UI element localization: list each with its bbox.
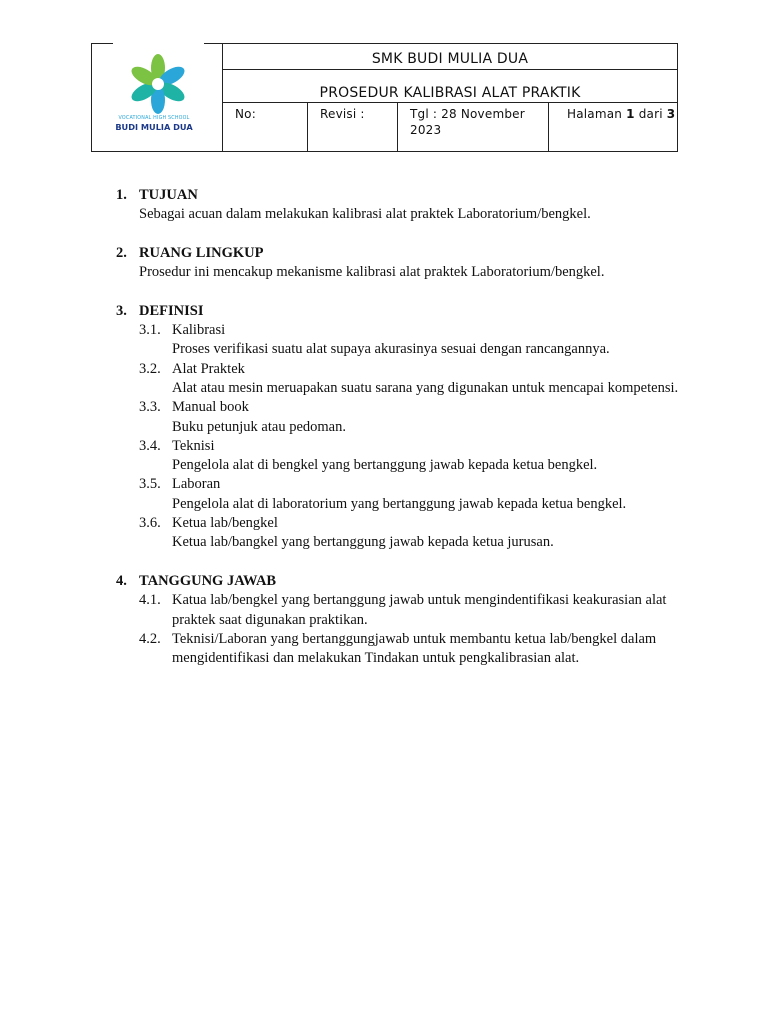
section-ruang-lingkup: [112, 244, 682, 283]
section-number: 1.: [116, 187, 127, 203]
item-number: 4.1.: [139, 592, 161, 609]
page-mid: dari: [638, 107, 663, 121]
document-date: Tgl : 28 November 2023: [397, 103, 548, 151]
logo-school-name: BUDI MULIA DUA: [115, 122, 193, 132]
page-prefix: Halaman: [567, 107, 623, 121]
section-title: RUANG LINGKUP: [139, 244, 264, 261]
responsibility-text: Teknisi/Laboran yang bertanggungjawab untuk membantu ketua lab/bengkel dalam mengidentifikasi dan melakukan Tindakan untuk pengkalibrasian alat.: [172, 630, 657, 667]
definition-desc: Proses verifikasi suatu alat supaya akurasinya sesuai dengan rancangannya.: [172, 341, 610, 358]
definition-term: Manual book: [172, 399, 249, 416]
revision: Revisi :: [307, 103, 397, 151]
item-number: 3.4.: [139, 437, 161, 454]
current-page: 1: [626, 107, 635, 121]
section-text: Sebagai acuan dalam melakukan kalibrasi alat praktek Laboratorium/bengkel.: [139, 206, 591, 223]
definition-desc: Buku petunjuk atau pedoman.: [172, 418, 346, 435]
section-title: TUJUAN: [139, 187, 198, 203]
section-number: 3.: [116, 302, 127, 319]
definition-term: Teknisi: [172, 437, 215, 454]
item-number: 3.2.: [139, 360, 161, 377]
document-meta-row: [223, 103, 677, 151]
definition-term: Ketua lab/bengkel: [172, 515, 278, 532]
section-number: 2.: [116, 244, 127, 261]
item-number: 4.2.: [139, 630, 161, 647]
definition-desc: Pengelola alat di bengkel yang bertanggung jawab kepada ketua bengkel.: [172, 457, 598, 474]
definition-item: [112, 398, 682, 437]
document-body: [112, 186, 682, 688]
section-title: DEFINISI: [139, 302, 204, 319]
responsibility-item: [112, 630, 682, 669]
definition-desc: Alat atau mesin meruapakan suatu sarana yang digunakan untuk mencapai kompetensi.: [172, 379, 679, 396]
section-tujuan: [112, 186, 682, 225]
section-tanggung-jawab: [112, 572, 682, 668]
item-number: 3.5.: [139, 476, 161, 493]
item-number: 3.1.: [139, 322, 161, 339]
definition-item: [112, 475, 682, 514]
definition-desc: Ketua lab/bangkel yang bertanggung jawab kepada ketua jurusan.: [172, 534, 554, 551]
school-name: SMK BUDI MULIA DUA: [223, 44, 677, 70]
responsibility-text: Katua lab/bengkel yang bertanggung jawab untuk mengindentifikasi keakurasian alat praktek saat digunakan praktikan.: [172, 592, 667, 628]
definition-item: [112, 360, 682, 399]
section-definisi: [112, 302, 682, 553]
responsibility-item: [112, 591, 682, 630]
document-title: PROSEDUR KALIBRASI ALAT PRAKTIK: [223, 70, 677, 103]
definition-desc: Pengelola alat di laboratorium yang bertanggung jawab kepada ketua bengkel.: [172, 495, 627, 512]
document-number: No:: [235, 107, 256, 121]
section-number: 4.: [116, 572, 127, 589]
item-number: 3.3.: [139, 399, 161, 416]
definition-term: Laboran: [172, 476, 221, 493]
section-text: Prosedur ini mencakup mekanisme kalibrasi alat praktek Laboratorium/bengkel.: [139, 264, 605, 281]
definition-item: [112, 437, 682, 476]
definition-item: [112, 321, 682, 360]
document-header: [91, 43, 678, 152]
page-indicator: [548, 103, 679, 151]
definition-term: Alat Praktek: [172, 360, 245, 377]
total-pages: 3: [666, 107, 676, 121]
definition-item: [112, 514, 682, 553]
logo-cell: [92, 44, 223, 151]
logo-subtitle: VOCATIONAL HIGH SCHOOL: [118, 116, 190, 121]
definition-term: Kalibrasi: [172, 322, 226, 339]
item-number: 3.6.: [139, 515, 161, 532]
section-title: TANGGUNG JAWAB: [139, 572, 277, 589]
